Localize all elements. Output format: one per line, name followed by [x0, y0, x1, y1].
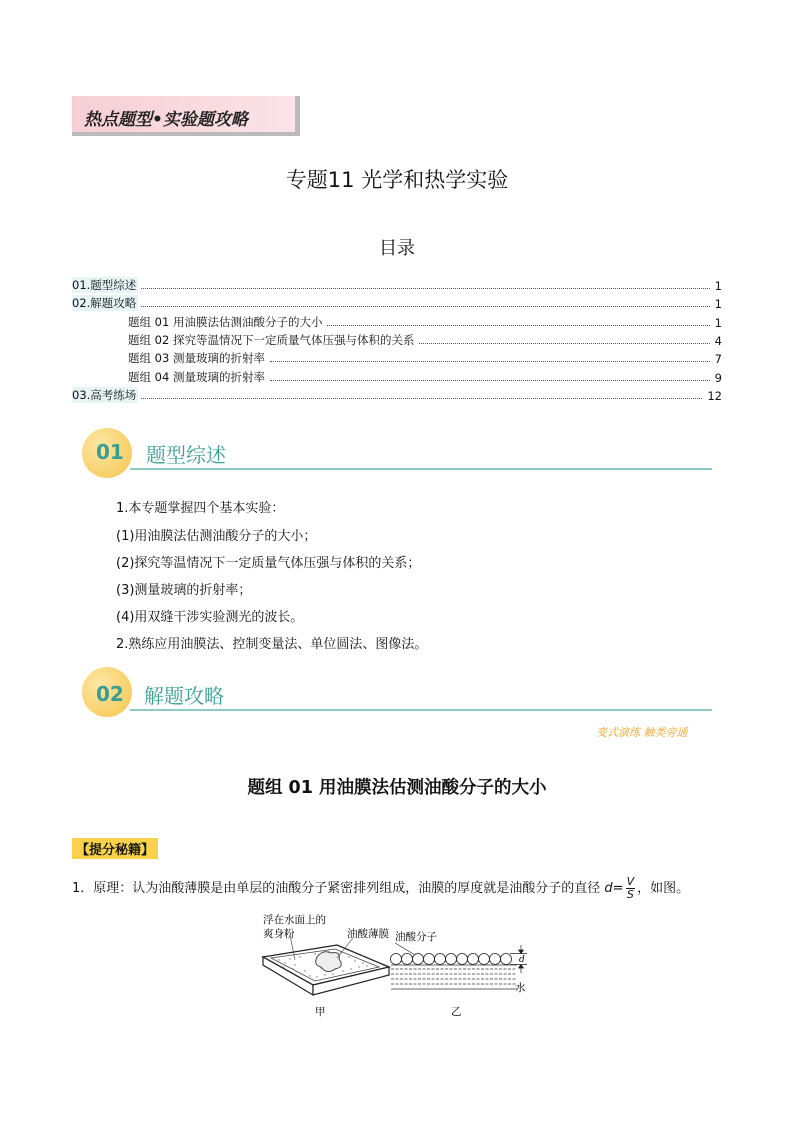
tray-diagram: [263, 935, 389, 995]
overview-line: (1)用油膜法估测油酸分子的大小；: [116, 529, 317, 544]
toc-entry-label: 03.高考练场: [72, 388, 137, 402]
toc-entry-page: 12: [707, 389, 722, 403]
toc-entry-page: 1: [714, 297, 722, 311]
toc-entry-label: 题组 04 测量玻璃的折射率: [128, 370, 265, 384]
toc-entry-page: 1: [714, 279, 722, 293]
overview-line: (2)探究等温情况下一定质量气体压强与体积的关系；: [116, 556, 421, 571]
toc-entry[interactable]: [128, 313, 722, 330]
toc-entry[interactable]: [72, 294, 722, 311]
formula-fraction: [626, 876, 636, 901]
section-01-divider: [130, 468, 712, 470]
toc-heading: 目录: [379, 238, 415, 259]
formula-lhs: d=: [604, 881, 624, 896]
toc-leader: [141, 306, 709, 307]
toc-leader: [327, 325, 709, 326]
formula-denominator: S: [626, 888, 634, 901]
toc-entry-label: 题组 03 测量玻璃的折射率: [128, 351, 265, 365]
section-02-number: 02: [96, 682, 124, 706]
overview-line: 2.熟练应用油膜法、控制变量法、单位圆法、图像法。: [116, 637, 428, 652]
label-d: d: [519, 955, 525, 965]
top-banner: [72, 96, 300, 136]
toc-entry[interactable]: [128, 349, 722, 366]
toc-entry-page: 1: [714, 316, 722, 330]
section-02-tag: 变式演练 触类旁通: [596, 726, 688, 739]
label-molecule: 油酸分子: [395, 931, 437, 943]
caption-right: 乙: [451, 1006, 462, 1018]
tips-label: 【提分秘籍】: [72, 838, 158, 859]
toc-leader: [270, 361, 710, 362]
overview-line: (4)用双缝干涉实验测光的波长。: [116, 610, 304, 625]
banner-text: 热点题型•实验题攻略: [84, 110, 248, 130]
document-title: 专题11 光学和热学实验: [285, 168, 509, 192]
toc-entry-label: 01.题型综述: [72, 278, 137, 292]
label-powder-2: 爽身粉: [263, 928, 295, 940]
toc-entry[interactable]: [128, 331, 722, 348]
principle-text-after: ，如图。: [637, 881, 690, 896]
toc-entry-page: 7: [714, 352, 722, 366]
section-02-divider: [130, 709, 712, 711]
section-02-title: 解题攻略: [144, 684, 224, 708]
toc-entry[interactable]: [72, 386, 722, 403]
toc-leader: [141, 398, 702, 399]
label-powder-1: 浮在水面上的: [263, 914, 326, 926]
toc-entry-label: 题组 02 探究等温情况下一定质量气体压强与体积的关系: [128, 333, 415, 347]
formula-numerator: V: [626, 875, 635, 888]
toc-entry[interactable]: [128, 368, 722, 385]
caption-left: 甲: [315, 1006, 326, 1018]
overview-line: (3)测量玻璃的折射率；: [116, 583, 252, 598]
toc-entry-page: 9: [714, 371, 722, 385]
toc-entry-page: 4: [714, 334, 722, 348]
label-film: 油酸薄膜: [347, 928, 389, 940]
toc-entry[interactable]: [72, 276, 722, 293]
oil-film-figure: [255, 905, 545, 1020]
label-water: 水: [515, 982, 526, 994]
group-01-title: 题组 01 用油膜法估测油酸分子的大小: [247, 778, 547, 798]
toc-leader: [270, 380, 710, 381]
section-01-number: 01: [96, 440, 124, 464]
toc-leader: [419, 343, 709, 344]
toc-entry-label: 02.解题攻略: [72, 296, 137, 310]
toc-leader: [141, 288, 709, 289]
principle-text-before: 1．原理：认为油酸薄膜是由单层的油酸分子紧密排列组成，油膜的厚度就是油酸分子的直径: [72, 881, 605, 896]
molecule-diagram: [391, 954, 512, 965]
water-lines: [391, 965, 517, 989]
section-01-title: 题型综述: [146, 443, 226, 467]
toc-entry-label: 题组 01 用油膜法估测油酸分子的大小: [128, 315, 323, 329]
principle-text: [72, 876, 689, 901]
overview-line: 1.本专题掌握四个基本实验：: [116, 501, 285, 516]
